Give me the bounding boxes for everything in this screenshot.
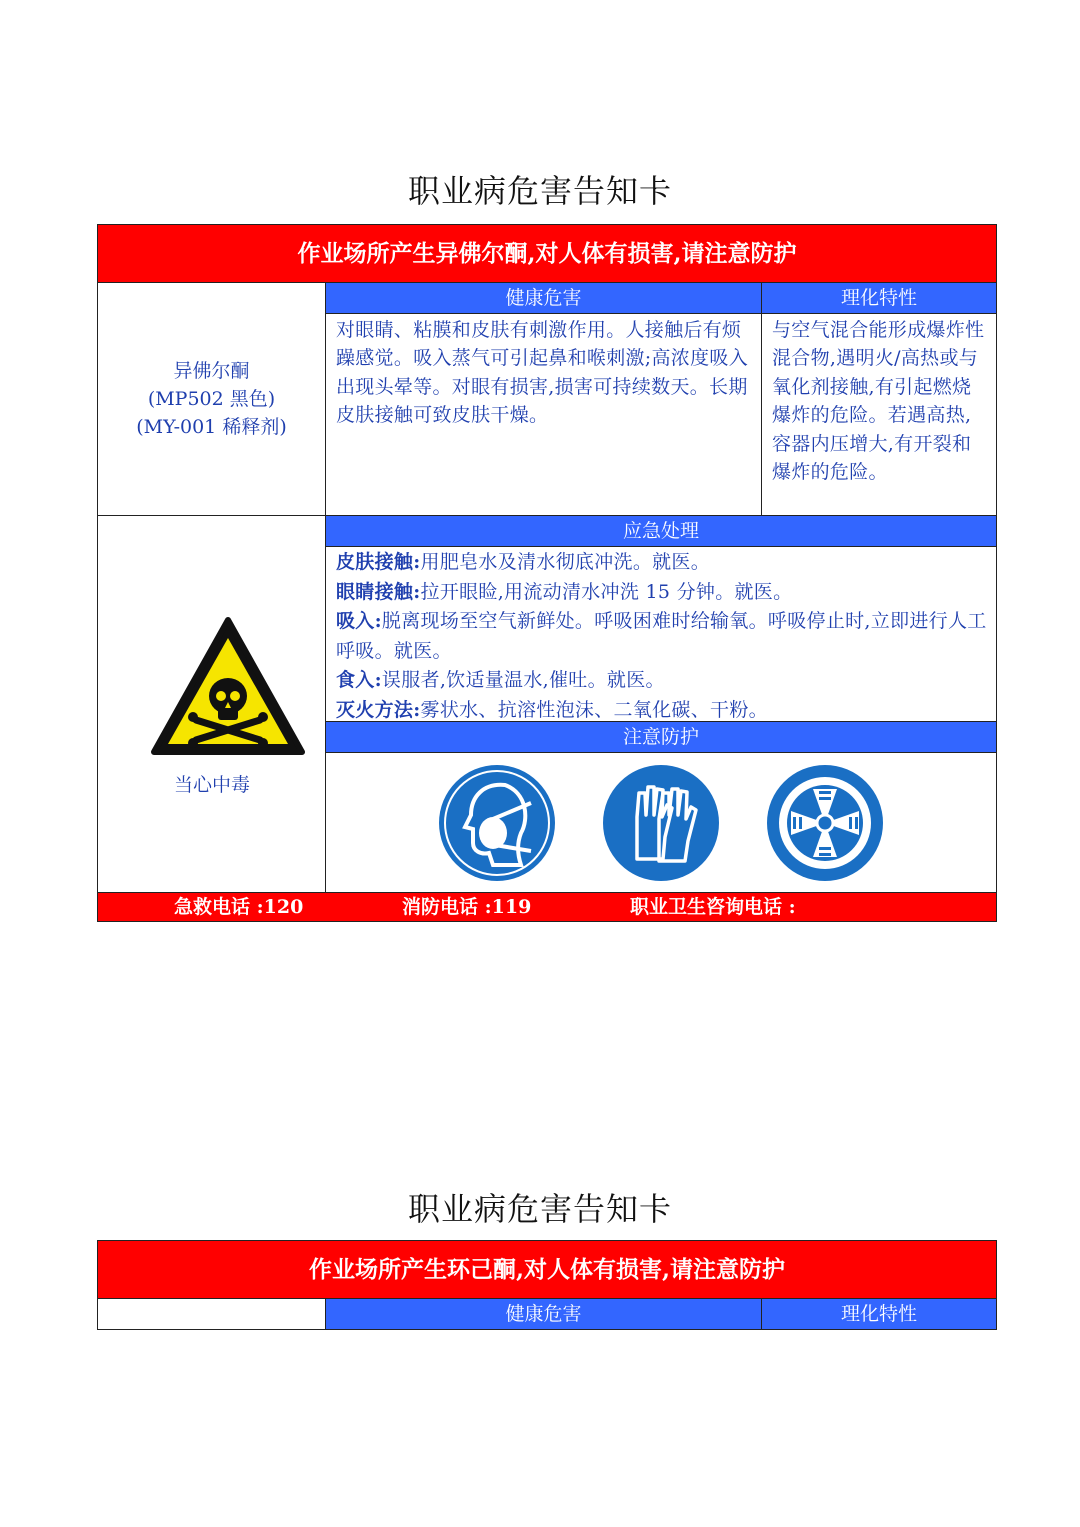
card-header-2: 作业场所产生环己酮,对人体有损害,请注意防护 <box>98 1241 996 1299</box>
first-aid-phone: 急救电话 :120 <box>174 896 304 918</box>
substance-code-1: (MP502 黑色) <box>147 388 276 410</box>
physical-property-heading-2: 理化特性 <box>762 1299 996 1329</box>
substance-name: 异佛尔酮 <box>173 360 250 382</box>
substance-cell <box>98 283 326 515</box>
emergency-heading: 应急处理 <box>326 516 996 547</box>
card-header: 作业场所产生异佛尔酮,对人体有损害,请注意防护 <box>98 225 996 283</box>
emergency-row <box>98 516 996 893</box>
hazard-info-row-2 <box>98 1299 996 1329</box>
warning-cell <box>98 516 326 892</box>
page-title-2: 职业病危害告知卡 <box>407 1190 672 1228</box>
ventilation-fan-icon <box>765 763 885 883</box>
protection-icons <box>326 753 996 892</box>
toxic-warning-icon <box>150 616 306 758</box>
emergency-item-skin: 皮肤接触:用肥皂水及清水彻底冲洗。就医。 <box>336 551 711 573</box>
page-title: 职业病危害告知卡 <box>407 172 672 210</box>
hazard-notice-card-2 <box>97 1240 997 1330</box>
health-hazard-text: 对眼睛、粘膜和皮肤有刺激作用。人接触后有烦躁感觉。吸入蒸气可引起鼻和喉刺激;高浓度吸入出现头晕等。对眼有损害,损害可持续数天。长期皮肤接触可致皮肤干燥。 <box>326 314 762 515</box>
respirator-mask-icon <box>437 763 557 883</box>
health-hazard-heading-2: 健康危害 <box>326 1299 762 1329</box>
warning-label: 当心中毒 <box>173 774 250 796</box>
emergency-item-inhalation: 吸入:脱离现场至空气新鲜处。呼吸困难时给输氧。呼吸停止时,立即进行人工呼吸。就医。 <box>336 610 987 662</box>
consult-phone: 职业卫生咨询电话 : <box>630 896 796 918</box>
emergency-instructions <box>326 547 996 722</box>
emergency-item-ingestion: 食入:误服者,饮适量温水,催吐。就医。 <box>336 669 665 691</box>
health-hazard-heading: 健康危害 <box>326 283 762 313</box>
substance-cell-2 <box>98 1299 326 1329</box>
hazard-notice-card <box>97 224 997 922</box>
hazard-info-row <box>98 283 996 516</box>
physical-property-heading: 理化特性 <box>762 283 996 313</box>
physical-property-text: 与空气混合能形成爆炸性混合物,遇明火/高热或与氧化剂接触,有引起燃烧爆炸的危险。若遇高热,容器内压增大,有开裂和爆炸的危险。 <box>772 319 985 484</box>
emergency-phone-footer <box>98 893 996 921</box>
protective-gloves-icon <box>601 763 721 883</box>
substance-code-2: (MY-001 稀释剂) <box>136 416 287 438</box>
emergency-item-eyes: 眼睛接触:拉开眼睑,用流动清水冲洗 15 分钟。就医。 <box>336 580 793 603</box>
fire-phone: 消防电话 :119 <box>402 896 532 918</box>
protection-heading: 注意防护 <box>326 722 996 753</box>
emergency-item-fire: 灭火方法:雾状水、抗溶性泡沫、二氧化碳、干粉。 <box>336 698 768 721</box>
